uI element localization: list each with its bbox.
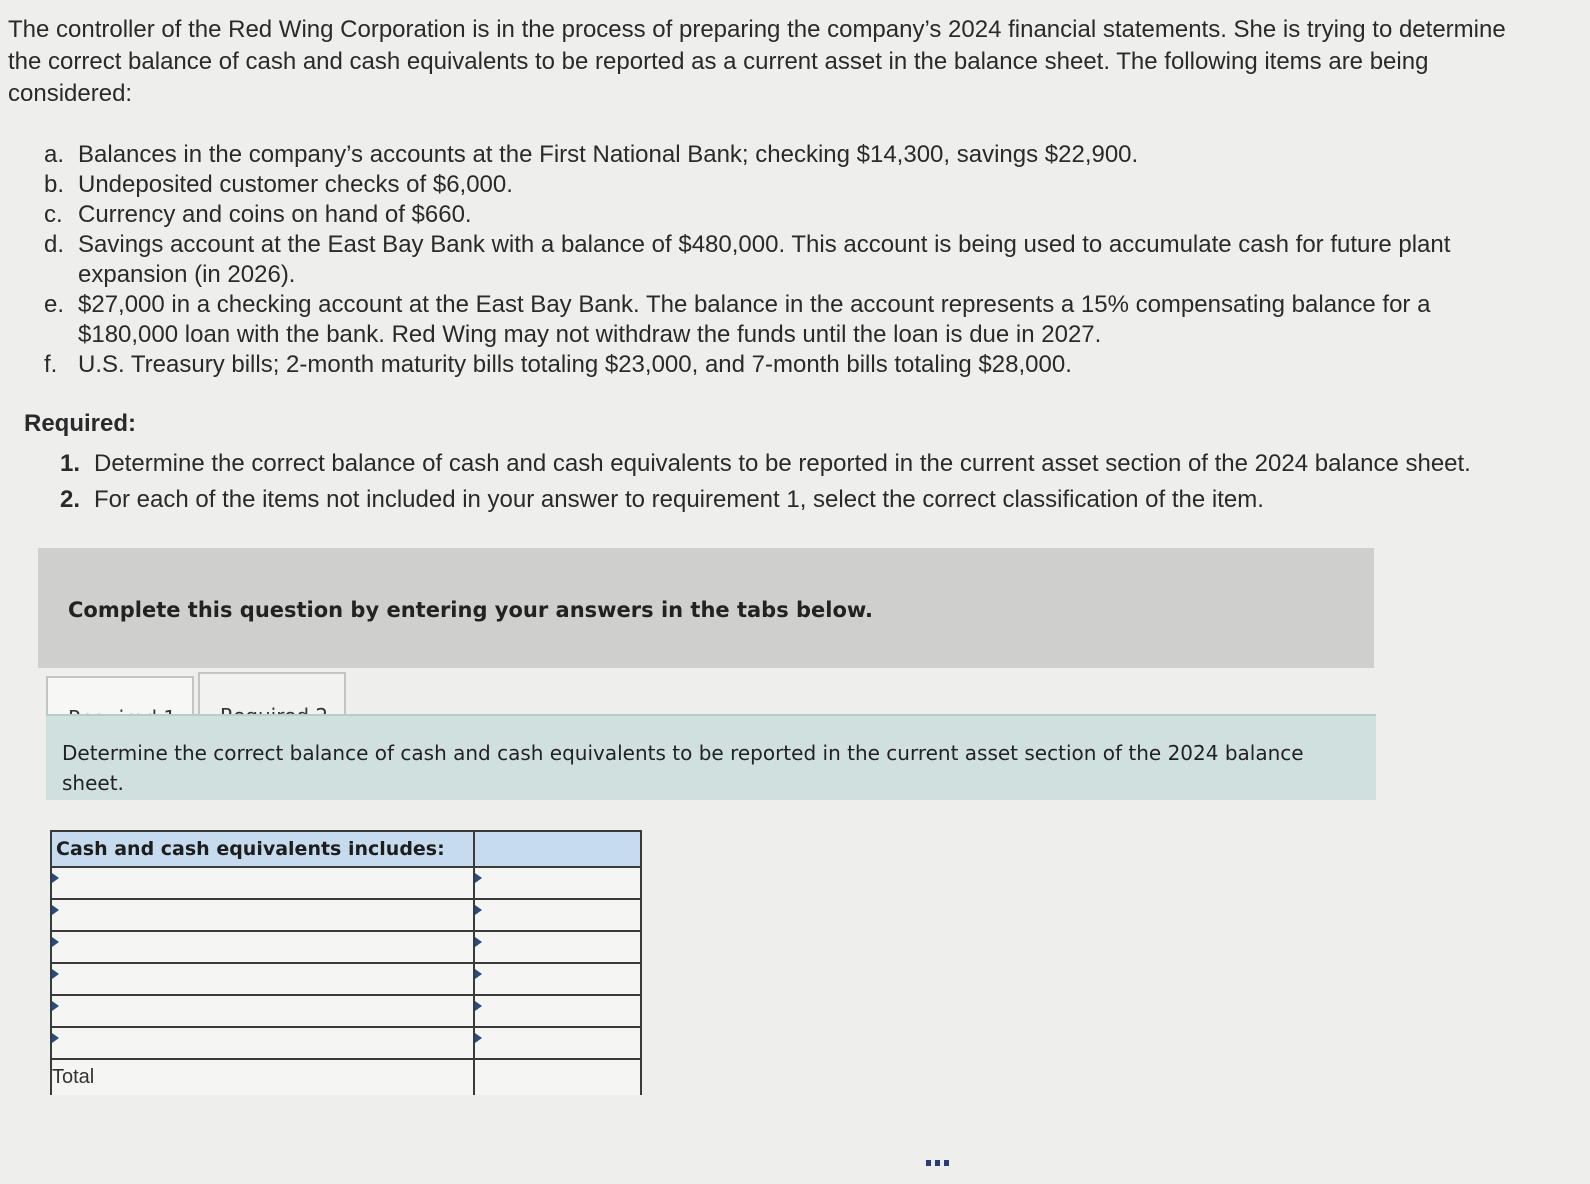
table-header: Cash and cash equivalents includes: [51,831,474,867]
list-item [44,230,1524,290]
requirement-number: 2. [60,486,81,513]
list-item [60,448,1480,480]
item-letter: b. [44,171,65,198]
item-select-input[interactable] [51,867,474,899]
banner-text: Complete this question by entering your answers in the tabs below. [68,598,873,622]
total-label: Total [51,1059,474,1095]
panel-instruction: Determine the correct balance of cash and cash equivalents to be reported in the current asset section of the 2024 balance sheet. [62,741,1304,795]
table-row [51,1027,641,1059]
item-letter: f. [44,351,58,378]
table-header-row [51,831,641,867]
item-text: $27,000 in a checking account at the East Bay Bank. The balance in the account represents a 15% compensating balance for a $180,000 loan with the bank. Red Wing may not withdraw the funds until the loan is due in 2027. [78,291,1431,348]
table-header-amount [474,831,641,867]
amount-input[interactable] [474,1027,641,1059]
total-row [51,1059,641,1095]
item-text: U.S. Treasury bills; 2-month maturity bills totaling $23,000, and 7-month bills totaling $28,000. [78,351,1072,378]
list-item [44,350,1524,380]
item-text: Undeposited customer checks of $6,000. [78,171,513,198]
item-select-input[interactable] [51,995,474,1027]
item-text: Balances in the company’s accounts at the First National Bank; checking $14,300, savings $22,900. [78,141,1139,168]
item-text: Currency and coins on hand of $660. [78,201,472,228]
table-row [51,899,641,931]
total-amount-cell [474,1059,641,1095]
item-select-input[interactable] [51,1027,474,1059]
item-letter: e. [44,291,65,318]
item-letter: d. [44,231,65,258]
item-text: Savings account at the East Bay Bank with a balance of $480,000. This account is being used to accumulate cash for future plant expansion (in 2026). [78,231,1451,288]
tab-panel-header [46,714,1376,800]
grid-icon [926,1160,952,1166]
list-item [44,170,1524,200]
problem-intro: The controller of the Red Wing Corporation is in the process of preparing the company’s 2024 financial statements. She is trying to determine the correct balance of cash and cash equivalents to be reported as a current asset in the balance sheet. The following items are being considered: [8,16,1506,107]
table-row [51,931,641,963]
item-select-input[interactable] [51,899,474,931]
cash-equivalents-table [50,830,642,1095]
item-list [44,140,1524,380]
item-letter: c. [44,201,63,228]
amount-input[interactable] [474,963,641,995]
amount-input[interactable] [474,867,641,899]
requirement-text: For each of the items not included in your answer to requirement 1, select the correct classification of the item. [94,486,1264,513]
amount-input[interactable] [474,995,641,1027]
table-row [51,963,641,995]
table-row [51,995,641,1027]
table-row [51,867,641,899]
requirement-list [60,448,1480,520]
list-item [44,140,1524,170]
item-select-input[interactable] [51,963,474,995]
item-letter: a. [44,141,65,168]
requirement-text: Determine the correct balance of cash and cash equivalents to be reported in the current asset section of the 2024 balance sheet. [94,450,1471,477]
required-heading: Required: [24,410,137,437]
list-item [44,290,1524,350]
item-select-input[interactable] [51,931,474,963]
list-item [44,200,1524,230]
list-item [60,484,1480,516]
instruction-banner [38,548,1374,668]
amount-input[interactable] [474,899,641,931]
amount-input[interactable] [474,931,641,963]
requirement-number: 1. [60,450,81,477]
